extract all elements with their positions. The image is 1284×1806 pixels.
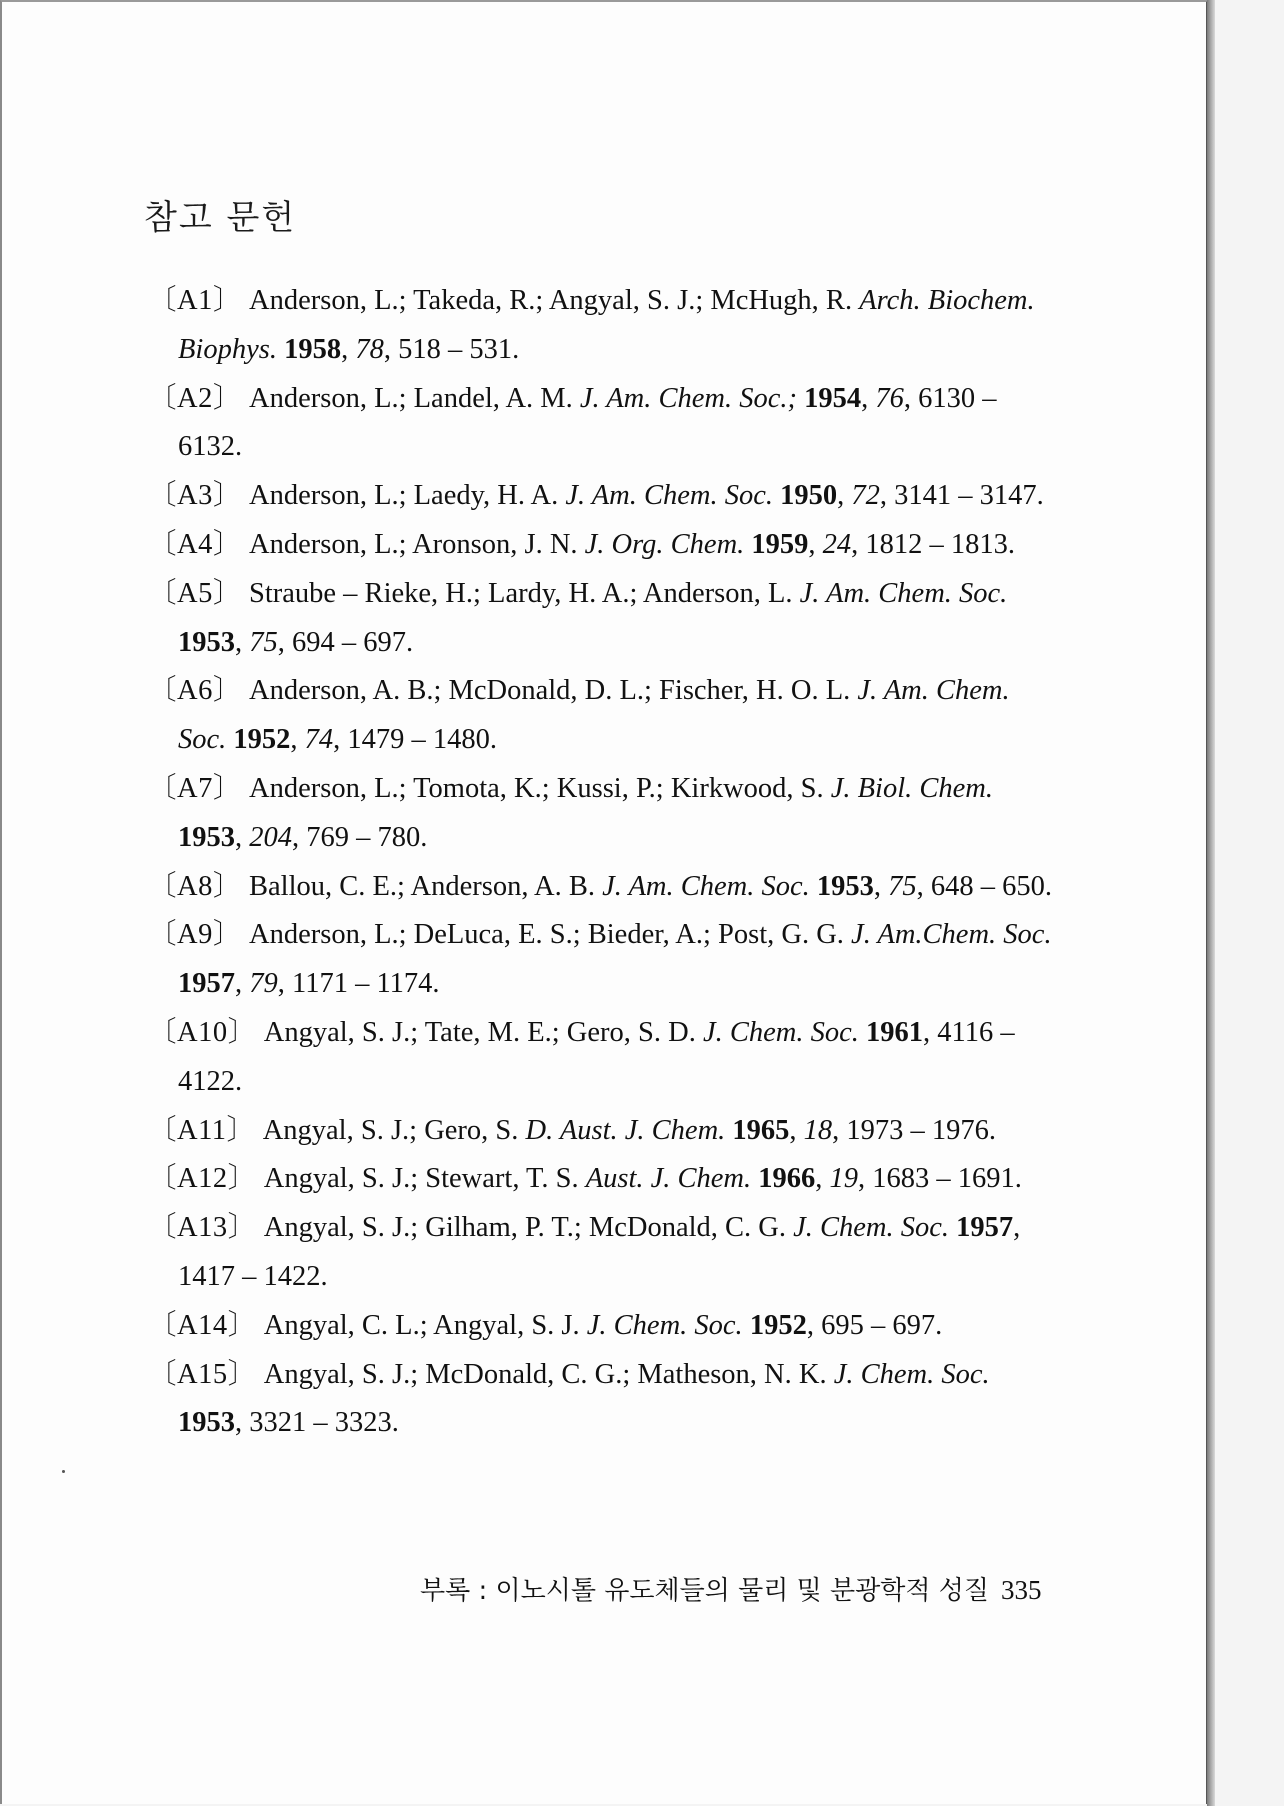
page-number: 335 [1000, 1575, 1042, 1605]
reference-volume: 204 [249, 821, 292, 853]
reference-journal: J. Am. Chem. Soc.; [579, 382, 798, 414]
reference-volume: 74 [304, 724, 334, 756]
reference-journal: J. Am. Chem. Soc. [178, 675, 1010, 756]
reference-item: 〔 A15 〕 Angyal, S. J.; McDonald, C. G.; Matheson, N. K. J. Chem. Soc. 1953, 3321 – 3323. [148, 1351, 1054, 1449]
reference-volume: 78 [355, 333, 384, 365]
reference-year: 1957 [178, 968, 235, 1000]
reference-pages: 3141 – 3147. [894, 480, 1044, 512]
reference-journal: J. Chem. Soc. [586, 1309, 743, 1341]
reference-journal: J. Org. Chem. [584, 528, 745, 560]
reference-label: 〔 A12 〕 [148, 1163, 257, 1194]
reference-authors: Anderson, L.; Laedy, H. A. [249, 480, 559, 512]
reference-authors: Anderson, L.; Tomota, K.; Kussi, P.; Kirkwood, S. [249, 772, 824, 804]
reference-year: 1954 [804, 382, 862, 414]
reference-authors: Ballou, C. E.; Anderson, A. B. [249, 870, 595, 902]
reference-label: 〔 A1 〕 [148, 285, 242, 316]
reference-authors: Angyal, S. J.; Tate, M. E.; Gero, S. D. [263, 1016, 696, 1048]
reference-pages: 1973 – 1976. [846, 1114, 997, 1146]
page-edge-shadow [1207, 0, 1215, 1806]
reference-volume: 76 [875, 382, 904, 414]
reference-authors: Anderson, L.; Landel, A. M. [249, 382, 573, 414]
reference-volume: 79 [249, 968, 278, 1000]
reference-item: 〔 A3 〕 Anderson, L.; Laedy, H. A. J. Am. Chem. Soc. 1950, 72, 3141 – 3147. [148, 472, 1054, 521]
reference-pages: 518 – 531. [398, 333, 520, 365]
reference-label: 〔 A11 〕 [148, 1115, 256, 1146]
reference-label: 〔 A4 〕 [148, 529, 242, 560]
reference-year: 1950 [780, 480, 838, 512]
reference-item: 〔 A5 〕 Straube – Rieke, H.; Lardy, H. A.; Anderson, L. J. Am. Chem. Soc. 1953, 75, 694 – 697. [148, 570, 1054, 668]
reference-pages: 1683 – 1691. [872, 1163, 1022, 1195]
reference-label: 〔 A9 〕 [148, 919, 242, 950]
reference-pages: 1417 – 1422. [178, 1260, 328, 1292]
reference-volume: 75 [249, 626, 278, 658]
reference-year: 1953 [178, 626, 235, 658]
reference-authors: Angyal, S. J.; McDonald, C. G.; Matheson, N. K. [263, 1358, 827, 1390]
reference-year: 1952 [749, 1309, 807, 1341]
reference-journal: J. Chem. Soc. [702, 1016, 859, 1048]
reference-year: 1953 [816, 870, 874, 902]
reference-pages: 1171 – 1174. [292, 968, 440, 1000]
reference-year: 1961 [866, 1016, 924, 1048]
reference-year: 1965 [732, 1114, 790, 1146]
reference-authors: Anderson, L.; Aronson, J. N. [249, 528, 578, 560]
reference-pages: 695 – 697. [821, 1309, 943, 1341]
reference-item: 〔 A11 〕 Angyal, S. J.; Gero, S. D. Aust. J. Chem. 1965, 18, 1973 – 1976. [148, 1107, 1054, 1156]
reference-authors: Angyal, C. L.; Angyal, S. J. [263, 1309, 580, 1341]
reference-journal: J. Am. Chem. Soc. [602, 870, 810, 902]
reference-journal: Arch. Biochem. Biophys. [178, 285, 1035, 365]
reference-label: 〔 A14 〕 [148, 1310, 257, 1341]
reference-year: 1953 [178, 1407, 235, 1439]
reference-pages: 3321 – 3323. [249, 1407, 399, 1439]
reference-volume: 19 [829, 1163, 859, 1195]
reference-label: 〔 A8 〕 [148, 871, 242, 902]
reference-authors: Angyal, S. J.; Stewart, T. S. [263, 1163, 579, 1195]
reference-item: 〔 A4 〕 Anderson, L.; Aronson, J. N. J. Org. Chem. 1959, 24, 1812 – 1813. [148, 521, 1054, 570]
reference-label: 〔 A7 〕 [148, 773, 242, 804]
reference-journal: D. Aust. J. Chem. [525, 1114, 726, 1146]
footer-title: 부록 : 이노시톨 유도체들의 물리 및 분광학적 성질 [420, 1576, 989, 1606]
reference-item: 〔 A13 〕 Angyal, S. J.; Gilham, P. T.; McDonald, C. G. J. Chem. Soc. 1957, 1417 – 1422. [148, 1204, 1054, 1302]
reference-pages: 4116 – 4122. [178, 1016, 1015, 1097]
reference-item: 〔 A14 〕 Angyal, C. L.; Angyal, S. J. J. Chem. Soc. 1952, 695 – 697. [148, 1302, 1054, 1351]
reference-journal: J. Am. Chem. Soc. [799, 577, 1008, 609]
reference-pages: 648 – 650. [930, 870, 1052, 902]
reference-year: 1966 [758, 1163, 816, 1195]
reference-year: 1959 [751, 528, 809, 560]
reference-authors: Angyal, S. J.; Gero, S. [262, 1114, 519, 1146]
reference-year: 1957 [956, 1212, 1014, 1244]
reference-authors: Anderson, A. B.; McDonald, D. L.; Fischer, H. O. L. [249, 675, 851, 707]
reference-authors: Anderson, L.; DeLuca, E. S.; Bieder, A.; Post, G. G. [249, 919, 844, 951]
reference-label: 〔 A5 〕 [148, 578, 242, 609]
reference-year: 1958 [284, 333, 342, 365]
reference-authors: Anderson, L.; Takeda, R.; Angyal, S. J.; McHugh, R. [249, 285, 853, 316]
reference-label: 〔 A6 〕 [148, 675, 242, 706]
reference-label: 〔 A10 〕 [148, 1017, 257, 1048]
reference-authors: Angyal, S. J.; Gilham, P. T.; McDonald, C. G. [263, 1212, 786, 1244]
reference-journal: J. Chem. Soc. [793, 1212, 950, 1244]
reference-item: 〔 A2 〕 Anderson, L.; Landel, A. M. J. Am. Chem. Soc.; 1954, 76, 6130 – 6132. [148, 375, 1054, 473]
reference-pages: 6130 – 6132. [178, 382, 997, 463]
reference-item: 〔 A8 〕 Ballou, C. E.; Anderson, A. B. J. Am. Chem. Soc. 1953, 75, 648 – 650. [148, 863, 1054, 912]
reference-item: 〔 A9 〕 Anderson, L.; DeLuca, E. S.; Bieder, A.; Post, G. G. J. Am.Chem. Soc. 1957, 79, 1171 – 1174. [148, 911, 1054, 1009]
reference-volume: 24 [822, 528, 852, 560]
reference-item: 〔 A6 〕 Anderson, A. B.; McDonald, D. L.; Fischer, H. O. L. J. Am. Chem. Soc. 1952, 74, 1479 – 1480. [148, 667, 1054, 765]
reference-item: 〔 A1 〕 Anderson, L.; Takeda, R.; Angyal, S. J.; McHugh, R. Arch. Biochem. Biophys. 1958, 78, 518 – 531. [148, 277, 1054, 375]
reference-label: 〔 A15 〕 [148, 1359, 257, 1390]
reference-volume: 75 [888, 870, 917, 902]
reference-item: 〔 A7 〕 Anderson, L.; Tomota, K.; Kussi, P.; Kirkwood, S. J. Biol. Chem. 1953, 204, 769 – 780. [148, 765, 1054, 863]
reference-pages: 1479 – 1480. [347, 724, 498, 756]
reference-journal: J. Am. Chem. Soc. [565, 480, 773, 512]
reference-label: 〔 A2 〕 [148, 383, 242, 414]
reference-journal: J. Biol. Chem. [830, 772, 994, 804]
reference-pages: 694 – 697. [292, 626, 414, 658]
reference-volume: 72 [851, 480, 880, 512]
running-footer [420, 1570, 1041, 1607]
section-heading: 참고 문헌 [144, 198, 297, 238]
reference-label: 〔 A3 〕 [148, 480, 242, 511]
reference-authors: Straube – Rieke, H.; Lardy, H. A.; Anderson, L. [249, 577, 793, 609]
reference-year: 1953 [178, 821, 235, 853]
reference-item: 〔 A12 〕 Angyal, S. J.; Stewart, T. S. Aust. J. Chem. 1966, 19, 1683 – 1691. [148, 1155, 1054, 1204]
reference-pages: 1812 – 1813. [865, 528, 1016, 560]
reference-journal: Aust. J. Chem. [585, 1163, 752, 1195]
scan-speck [62, 1470, 65, 1473]
reference-list [148, 277, 1054, 1448]
reference-pages: 769 – 780. [306, 821, 428, 853]
reference-journal: J. Chem. Soc. [833, 1358, 990, 1390]
reference-year: 1952 [233, 724, 291, 756]
reference-label: 〔 A13 〕 [148, 1212, 257, 1243]
reference-journal: J. Am.Chem. Soc. [851, 919, 1052, 951]
reference-volume: 18 [803, 1114, 833, 1146]
reference-item: 〔 A10 〕 Angyal, S. J.; Tate, M. E.; Gero, S. D. J. Chem. Soc. 1961, 4116 – 4122. [148, 1009, 1054, 1107]
